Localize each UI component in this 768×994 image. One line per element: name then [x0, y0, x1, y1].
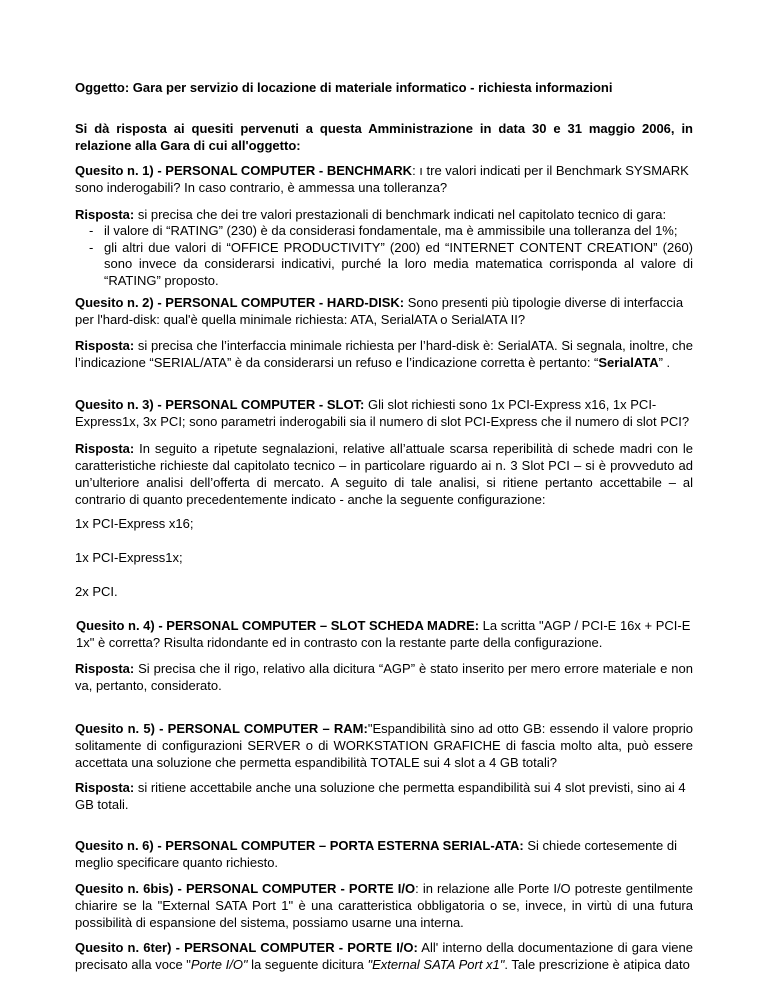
- config-item: 1x PCI-Express1x;: [75, 550, 183, 565]
- question-6bis: Quesito n. 6bis) - PERSONAL COMPUTER - PORTE I/O: in relazione alle Porte I/O potreste gentilmente chiarire se la "External SATA Port 1" è una caratteristica obbligatoria o se, invece, in virtù di una futura possibilità di espansione del sistema, possiamo usarne una interna.: [75, 881, 694, 930]
- question-2: Quesito n. 2) - PERSONAL COMPUTER - HARD-DISK: Sono presenti più tipologie diverse di interfaccia per l'hard-disk: qual'è quella minimale richiesta: ATA, SerialATA o SerialATA II?: [75, 295, 684, 327]
- answer-1-intro: Risposta: si precisa che dei tre valori prestazionali di benchmark indicati nel capitolato tecnico di gara:: [75, 207, 667, 222]
- answer-3: Risposta: In seguito a ripetute segnalazioni, relative all’attuale scarsa reperibilità di schede madri con le caratteristiche richieste dal capitolato tecnico – in particolare riguardo ai n. 3 Slot PCI – si è provveduto ad un’ulteriore analisi dell’offerta di mercato. A seguito di tale analisi, si ritiene pertanto accettabile – al contrario di quanto precedentemente indicato - anche la seguente configurazione:: [75, 441, 693, 507]
- question-4: Quesito n. 4) - PERSONAL COMPUTER – SLOT SCHEDA MADRE: La scritta "AGP / PCI-E 16x + PCI-E 1x" è corretta? Risulta ridondante ed in contrasto con la restante parte della configurazione.: [76, 618, 691, 650]
- question-6ter: Quesito n. 6ter) - PERSONAL COMPUTER - PORTE I/O: All' interno della documentazione di gara viene precisato alla voce "Porte I/O" la seguente dicitura "External SATA Port x1". Tale prescrizione è atipica dato: [75, 940, 693, 972]
- config-item: 2x PCI.: [75, 584, 118, 599]
- answer-5: Risposta: si ritiene accettabile anche una soluzione che permetta espandibilità sui 4 slot previsti, sino ai 4 GB totali.: [75, 780, 686, 812]
- answer-2: Risposta: si precisa che l’interfaccia minimale richiesta per l’hard-disk è: SerialATA. Si segnala, inoltre, che l’indicazione “SERIAL/ATA” è da considerarsi un refuso e l’indicazione corretta è pertanto: “SerialATA” .: [75, 338, 693, 370]
- answer-1-list: [75, 223, 693, 289]
- intro-paragraph: Si dà risposta ai quesiti pervenuti a questa Amministrazione in data 30 e 31 maggio 2006, in relazione alla Gara di cui all'oggetto:: [75, 121, 693, 153]
- question-6: Quesito n. 6) - PERSONAL COMPUTER – PORTA ESTERNA SERIAL-ATA: Si chiede cortesemente di meglio specificare quanto richiesto.: [75, 838, 677, 870]
- question-5: Quesito n. 5) - PERSONAL COMPUTER – RAM:"Espandibilità sino ad otto GB: essendo il valore proprio solitamente di configurazioni SERVER o di WORKSTATION GRAFICHE di fascia molto alta, può essere accettata una soluzione che permetta espandibilità TOTALE sui 4 slot a 4 GB totali?: [75, 721, 693, 770]
- question-3: Quesito n. 3) - PERSONAL COMPUTER - SLOT: Gli slot richiesti sono 1x PCI-Express x16, 1x PCI-Express1x, 3x PCI; sono parametri inderogabili sia il numero di slot PCI-Express che il numero di slot PCI?: [75, 397, 690, 429]
- question-1: Quesito n. 1) - PERSONAL COMPUTER - BENCHMARK: ı tre valori indicati per il Benchmark SYSMARK sono inderogabili? In caso contrario, è ammessa una tolleranza?: [75, 163, 689, 195]
- subject-line: Oggetto: Gara per servizio di locazione di materiale informatico - richiesta informazioni: [75, 80, 613, 95]
- list-item: - il valore di “RATING” (230) è da considerasi fondamentale, ma è ammissibile una tolleranza del 1%;: [75, 223, 693, 240]
- answer-1: [75, 206, 693, 289]
- answer-4: Risposta: Si precisa che il rigo, relativo alla dicitura “AGP” è stato inserito per mero errore materiale e non va, pertanto, considerato.: [75, 661, 693, 693]
- list-item: - gli altri due valori di “OFFICE PRODUCTIVITY” (200) ed “INTERNET CONTENT CREATION” (260) sono invece da considerarsi indicativi, purché la loro media matematica corrisponda al valore di “RATING” proposto.: [75, 240, 693, 290]
- config-item: 1x PCI-Express x16;: [75, 516, 194, 531]
